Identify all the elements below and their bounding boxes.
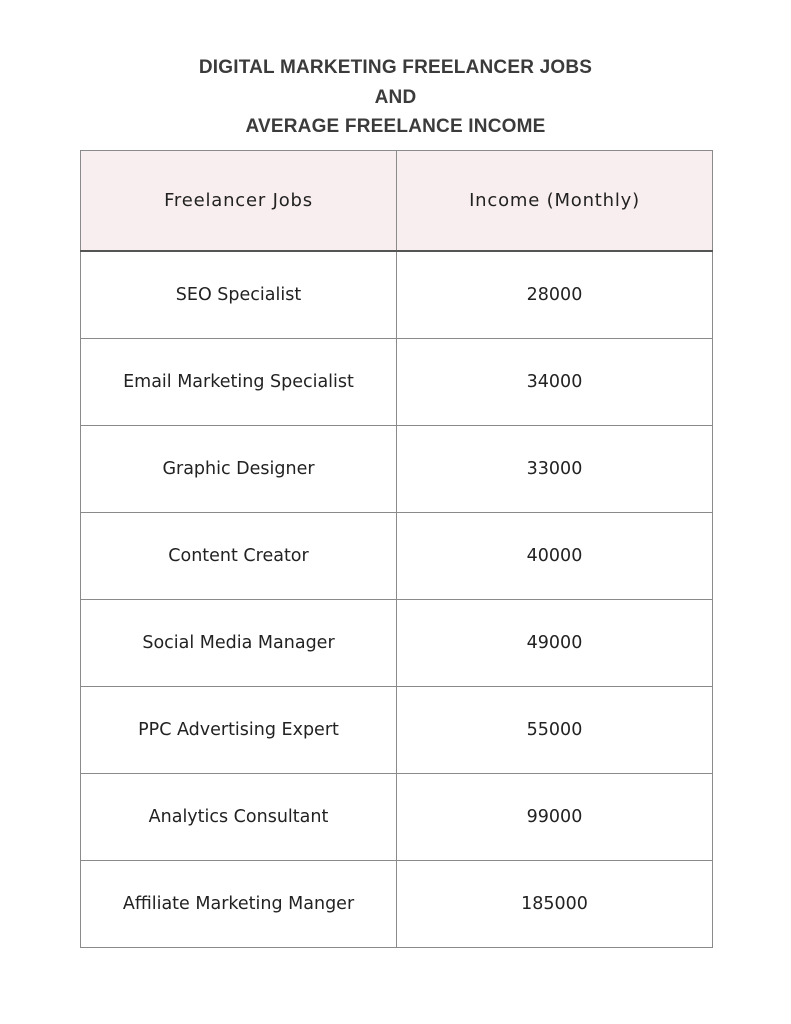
- table-row: [81, 600, 713, 687]
- header-income-monthly: Income (Monthly): [397, 151, 713, 252]
- header-freelancer-jobs: Freelancer Jobs: [81, 151, 397, 252]
- job-cell: PPC Advertising Expert: [81, 687, 397, 774]
- income-table: [80, 150, 713, 948]
- income-cell: 34000: [397, 339, 713, 426]
- table-row: [81, 687, 713, 774]
- page-title: [0, 53, 791, 142]
- table-row: [81, 513, 713, 600]
- income-cell: 40000: [397, 513, 713, 600]
- income-cell: 55000: [397, 687, 713, 774]
- job-cell: Affiliate Marketing Manger: [81, 861, 397, 948]
- job-cell: Analytics Consultant: [81, 774, 397, 861]
- title-line-2: AND: [374, 86, 417, 108]
- table-row: [81, 426, 713, 513]
- income-cell: 28000: [397, 251, 713, 339]
- income-cell: 49000: [397, 600, 713, 687]
- job-cell: Email Marketing Specialist: [81, 339, 397, 426]
- table-row: [81, 861, 713, 948]
- job-cell: SEO Specialist: [81, 251, 397, 339]
- table-row: [81, 774, 713, 861]
- title-line-3: AVERAGE FREELANCE INCOME: [245, 116, 546, 137]
- table-header-row: [81, 151, 713, 252]
- table-row: [81, 251, 713, 339]
- job-cell: Graphic Designer: [81, 426, 397, 513]
- job-cell: Content Creator: [81, 513, 397, 600]
- income-cell: 99000: [397, 774, 713, 861]
- income-cell: 33000: [397, 426, 713, 513]
- table-row: [81, 339, 713, 426]
- income-cell: 185000: [397, 861, 713, 948]
- title-line-1: DIGITAL MARKETING FREELANCER JOBS: [198, 57, 593, 78]
- job-cell: Social Media Manager: [81, 600, 397, 687]
